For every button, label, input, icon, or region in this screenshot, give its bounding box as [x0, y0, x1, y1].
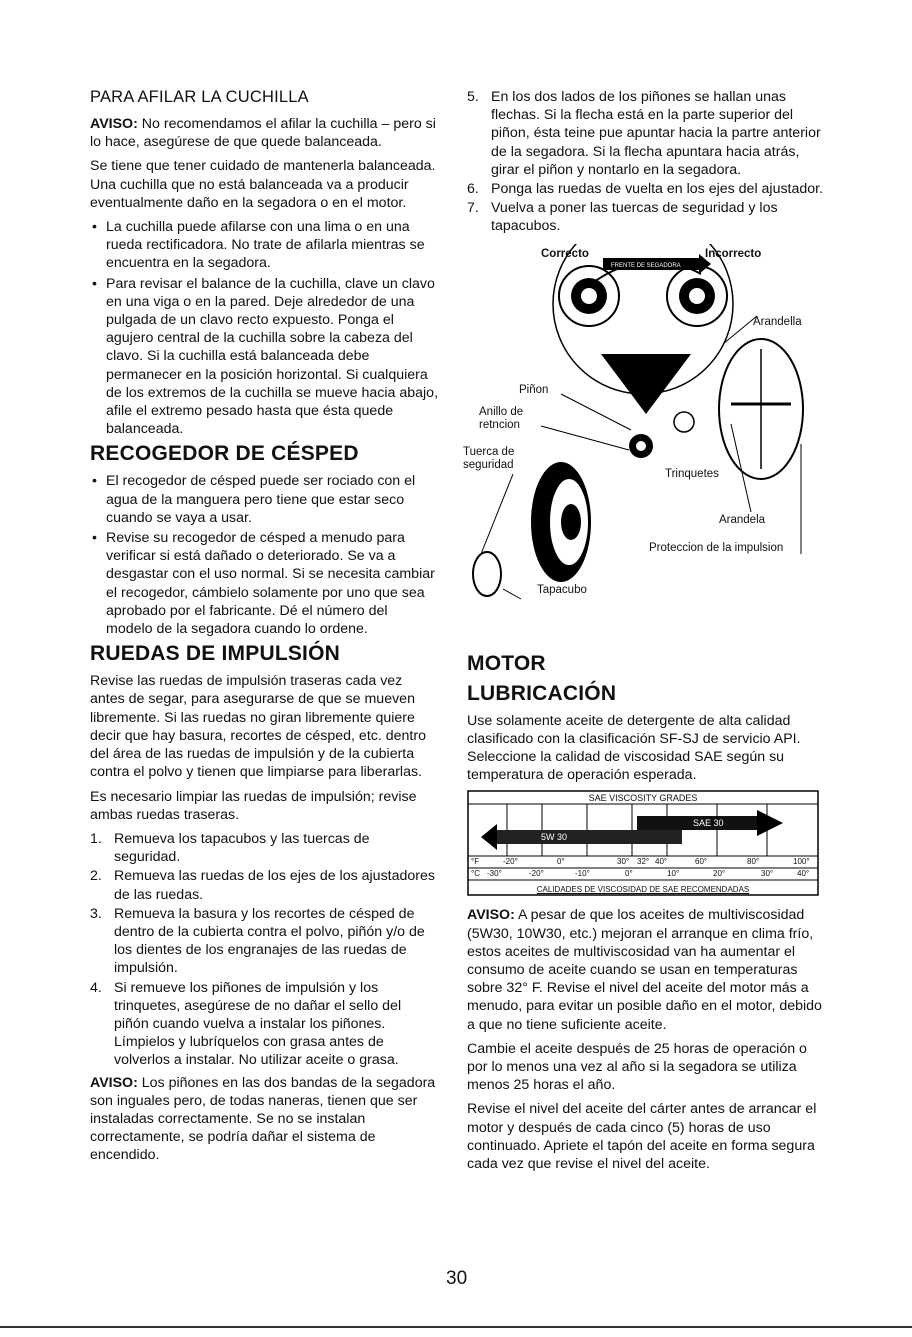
- f-tick: 60°: [695, 857, 708, 867]
- label-correcto: Correcto: [541, 247, 589, 260]
- paragraph-ruedas-2: Es necesario limpiar las ruedas de impulsión; revise ambas ruedas traseras.: [90, 788, 417, 823]
- list-item: [90, 979, 438, 1070]
- step-text: Ponga las ruedas de vuelta en los ejes del ajustador.: [491, 181, 824, 198]
- bullet-list-recogedor: [90, 472, 438, 638]
- aviso-label: AVISO:: [90, 1074, 138, 1091]
- f-tick: 0°: [557, 857, 565, 867]
- step-number: 2.: [90, 868, 102, 885]
- wheel-assembly-diagram: [461, 244, 831, 644]
- c-tick: 20°: [713, 869, 726, 879]
- steps-list-right: [467, 88, 829, 236]
- heading-recogedor: RECOGEDOR DE CÉSPED: [90, 442, 359, 466]
- label-incorrecto: Incorrecto: [705, 247, 762, 260]
- wheel-diagram-graphic: [461, 244, 831, 644]
- c-tick: °C: [471, 869, 480, 879]
- step-text: Remueva las ruedas de los ejes de los ajustadores de las ruedas.: [114, 868, 435, 903]
- c-tick: -30°: [487, 869, 502, 879]
- label-arandella-top: Arandella: [753, 315, 802, 328]
- viscosity-sae30-label: SAE 30: [693, 818, 724, 829]
- step-text: Vuelva a poner las tuercas de seguridad y los tapacubos.: [491, 200, 778, 235]
- step-text: Remueva la basura y los recortes de césped de dentro de la cubierta contra el polvo, piñón y/o de los dientes de los engranajes de las ruedas de impulsión.: [114, 905, 425, 977]
- aviso-paragraph-2: [90, 1074, 438, 1165]
- steps-list-left: [90, 830, 438, 1070]
- step-text: En los dos lados de los piñones se hallan unas flechas. Si la flecha está en la parte superior del piñon, ésta teine pue apuntar hacia la partre anterior de la segadora. Si la flecha apuntara hacia atrás, girar el piñon y nontarlo en la segadora.: [491, 89, 821, 178]
- step-number: 1.: [90, 830, 102, 847]
- c-tick: -10°: [575, 869, 590, 879]
- viscosity-chart: [467, 790, 819, 898]
- list-item: • Para revisar el balance de la cuchilla, clave un clavo en una viga o en la pared. Deje alrededor de una pulgada de un clavo recto expuesto. Ponga el agujero central de la cuchilla sobre la cabeza del clavo. Si la cuchilla está balanceada debe permanecer en la posición horizontal. Si cualquiera de los extremos de la cuchilla se mueve hacia abajo, afile el extremo pesado hasta que ésta quede balanceada.: [90, 275, 438, 439]
- aviso-label: AVISO:: [467, 907, 515, 924]
- paragraph-balance: Se tiene que tener cuidado de mantenerla balanceada. Una cuchilla que no está balanceada va a producir eventualmente daño en la segadora o en el motor.: [90, 158, 436, 211]
- step-text: Si remueve los piñones de impulsión y los trinquetes, asegúrese de no dañar el sello del piñón cuando vuelva a instalar los piñones. Límpielos y lubríquelos con grasa antes de volverlos a instalar. No utilizar aceite o grasa.: [114, 979, 402, 1069]
- paragraph-cambie: Cambie el aceite después de 25 horas de operación o por lo menos una vez al año si la segadora se utiliza menos 25 horas el año.: [467, 1040, 807, 1094]
- c-tick: 30°: [761, 869, 774, 879]
- c-tick: 10°: [667, 869, 680, 879]
- aviso-text: A pesar de que los aceites de multiviscosidad (5W30, 10W30, etc.) mejoran el arranque en clima frío, estos aceites de multiviscosidad van ha aumentar el consumo de aceite cuando se usan en temperaturas sobre 32° F. Revise el nivel del aceite del motor más a menudo, para evitar un posible daño en el motor, debido a que no tiene suficiente aceite.: [467, 907, 822, 1033]
- aviso-paragraph-1: [90, 115, 438, 151]
- list-item: • Revise su recogedor de césped a menudo para verificar si está dañado o deteriorado. Se va a desgastar con el uso normal. Si se necesita cambiar el recogedor, cámbielo solamente por uno que sea aprobado por el fabricante. Dé el número del modelo de la segadora cuando lo ordene.: [90, 529, 438, 638]
- label-trinquetes: Trinquetes: [665, 467, 719, 480]
- step-number: 4.: [90, 979, 102, 996]
- heading-ruedas: RUEDAS DE IMPULSIÓN: [90, 642, 340, 666]
- heading-motor: MOTOR: [467, 651, 546, 675]
- list-item: [90, 830, 438, 866]
- step-number: 5.: [467, 89, 479, 105]
- viscosity-title: SAE VISCOSITY GRADES: [588, 793, 698, 804]
- viscosity-footer: CALIDADES DE VISCOSIDAD DE SAE RECOMENDADAS: [536, 885, 750, 895]
- f-tick: 100°: [793, 857, 810, 867]
- bullet-list-afilar: [90, 218, 438, 438]
- step-number: 7.: [467, 200, 479, 217]
- paragraph-lubricacion: Use solamente aceite de detergente de alta calidad clasificado con la clasificación SF-SJ de servicio API. Seleccione la calidad de viscosidad SAE según su temperatura de operación esperada.: [467, 712, 801, 784]
- list-item: [467, 88, 829, 179]
- list-item: • El recogedor de césped puede ser rociado con el agua de la manguera pero tiene que estar seco cuando se vaya a usar.: [90, 472, 438, 527]
- list-item: [90, 867, 438, 903]
- aviso-paragraph-3: [467, 906, 829, 1033]
- right-column: [463, 88, 829, 1179]
- c-tick: 40°: [797, 869, 810, 879]
- paragraph-ruedas-1: Revise las ruedas de impulsión traseras cada vez antes de segar, para asegurarse de que se mueven libremente. Si las ruedas no giran libremente quiere decir que hay basura, recortes de césped, etc. dentro del área de las ruedas de impulsión y de la cubierta contra el polvo y tienen que limpiarse para liberarlas.: [90, 673, 426, 781]
- label-arandela: Arandela: [719, 513, 766, 526]
- aviso-text: No recomendamos el afilar la cuchilla – pero si lo hace, asegúrese de que quede balanceada.: [90, 116, 436, 151]
- f-tick: °F: [471, 857, 480, 867]
- label-frente: FRENTE DE SEGADORA: [611, 262, 681, 269]
- step-number: 6.: [467, 181, 479, 198]
- label-pinon: Piñon: [519, 383, 549, 396]
- list-item: [90, 905, 438, 978]
- paragraph-revise: Revise el nivel del aceite del cárter antes de arrancar el motor y después de cada cinco (5) horas de uso continuado. Apriete el tapón del aceite en forma segura cada vez que revise el nivel del aceite.: [467, 1101, 817, 1173]
- f-tick: 80°: [747, 857, 760, 867]
- left-column: [90, 88, 438, 1171]
- heading-afilar: PARA AFILAR LA CUCHILLA: [90, 88, 309, 106]
- f-tick: 40°: [655, 857, 668, 867]
- f-tick: -20°: [503, 857, 518, 867]
- viscosity-5w30-label: 5W 30: [541, 832, 568, 843]
- list-item: [467, 199, 829, 235]
- step-text: Remueva los tapacubos y las tuercas de seguridad.: [114, 830, 370, 866]
- label-tuerca: Tuerca de seguridad: [463, 445, 515, 471]
- f-tick: 30°: [617, 857, 630, 867]
- label-anillo: Anillo de retncion: [479, 405, 524, 431]
- list-item: • La cuchilla puede afilarse con una lima o en una rueda rectificadora. No trate de afilarla mientras se encuentra en la segadora.: [90, 218, 438, 273]
- c-tick: -20°: [529, 869, 544, 879]
- list-item: [467, 180, 829, 198]
- page-number: 30: [446, 1268, 468, 1289]
- c-tick: 0°: [625, 869, 633, 879]
- f-tick: 32°: [637, 857, 650, 867]
- step-number: 3.: [90, 905, 102, 922]
- bottom-divider: [0, 1326, 912, 1328]
- aviso-text: Los piñones en las dos bandas de la segadora son inguales pero, de todas naneras, tienen que ser instaladas correctamente. Se no se instalan correctamente, se podría dañar el sistema de encendido.: [90, 1074, 436, 1164]
- label-tapacubo: Tapacubo: [537, 583, 587, 596]
- viscosity-chart-graphic: [467, 790, 819, 898]
- aviso-label: AVISO:: [90, 116, 138, 132]
- label-proteccion: Proteccion de la impulsion: [649, 541, 784, 554]
- heading-lubricacion: LUBRICACIÓN: [467, 681, 617, 705]
